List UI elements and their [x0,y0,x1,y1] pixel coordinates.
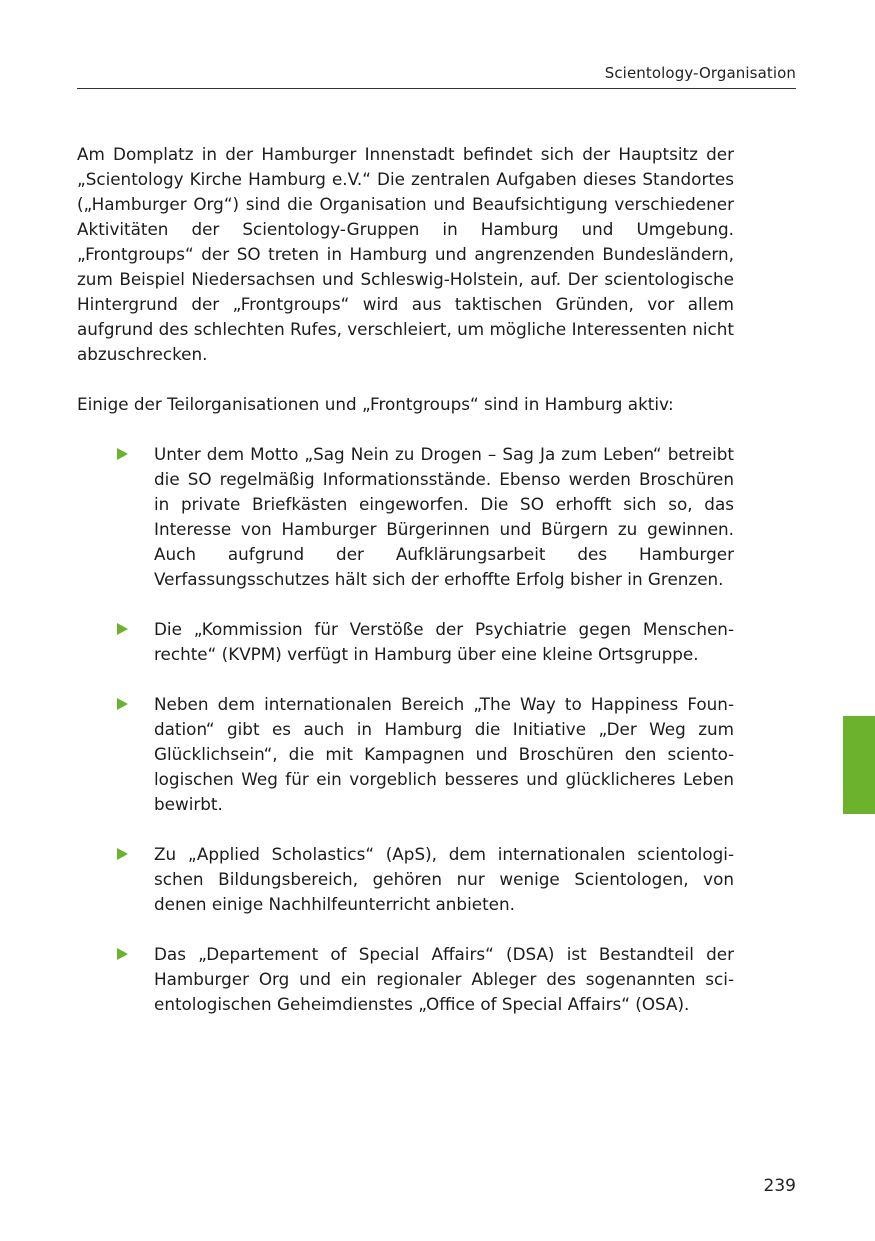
list-item [77,692,734,817]
list-item [77,617,734,667]
list-item [77,842,734,917]
triangle-right-icon [117,948,128,960]
header-rule [77,88,796,89]
running-header: Scientology-Organisation [604,64,796,82]
body-paragraph-intro: Am Domplatz in der Hamburger Innenstadt befindet sich der Hauptsitz der „Scientology Kirche Hamburg e.V.“ Die zentralen Aufgaben dieses Standortes („Hamburger Org“) sind die Organisation und Beaufsichtigung verschiedener Aktivitäten der Scientology-Gruppen in Hamburg und Umgebung. „Frontgroups“ der SO treten in Hamburg und angrenzenden Bundesländern, zum Beispiel Niedersachsen und Schleswig-Holstein, auf. Der scientologische Hintergrund der „Frontgroups“ wird aus taktischen Gründen, vor allem aufgrund des schlechten Rufes, verschleiert, um mögliche Interessenten nicht abzuschrecken. [77,144,734,364]
page-number: 239 [763,1176,796,1196]
list-item [77,442,734,592]
triangle-right-icon [117,623,128,635]
list-item-text: Das „Departement of Special Affairs“ (DSA) ist Bestandteil der Hamburger Org und ein regionaler Ableger des sogenannten scientologischen Geheimdienstes „Office of Special Affairs“ (OSA). [154,944,734,1014]
body-paragraph-list-intro: Einige der Teilorganisationen und „Frontgroups“ sind in Hamburg aktiv: [77,394,674,414]
list-item-text: Unter dem Motto „Sag Nein zu Drogen – Sag Ja zum Leben“ betreibt die SO regelmäßig Informationsstände. Ebenso werden Broschüren in private Briefkästen eingeworfen. Die SO erhofft sich so, das Interesse von Hamburger Bürgerinnen und Bürgern zu gewinnen. Auch aufgrund der Aufklärungsarbeit des Hamburger Verfassungsschutzes hält sich der erhoffte Erfolg bisher in Grenzen. [154,444,734,589]
list-item-text: Zu „Applied Scholastics“ (ApS), dem internationalen scientologischen Bildungsbereich, gehören nur wenige Scientologen, von denen einige Nachhilfeunterricht anbieten. [154,844,734,914]
triangle-right-icon [117,848,128,860]
triangle-right-icon [117,448,128,460]
list-item-text: Neben dem internationalen Bereich „The Way to Happiness Foundation“ gibt es auch in Hamburg die Initiative „Der Weg zum Glücklichsein“, die mit Kampagnen und Broschüren den scientologischen Weg für ein vorgeblich besseres und glücklicheres Leben bewirbt. [154,694,734,814]
chapter-thumb-tab [843,716,875,814]
bullet-list [77,442,734,1042]
list-item-text: Die „Kommission für Verstöße der Psychiatrie gegen Menschenrechte“ (KVPM) verfügt in Hamburg über eine kleine Ortsgruppe. [154,619,734,664]
triangle-right-icon [117,698,128,710]
list-item [77,942,734,1017]
